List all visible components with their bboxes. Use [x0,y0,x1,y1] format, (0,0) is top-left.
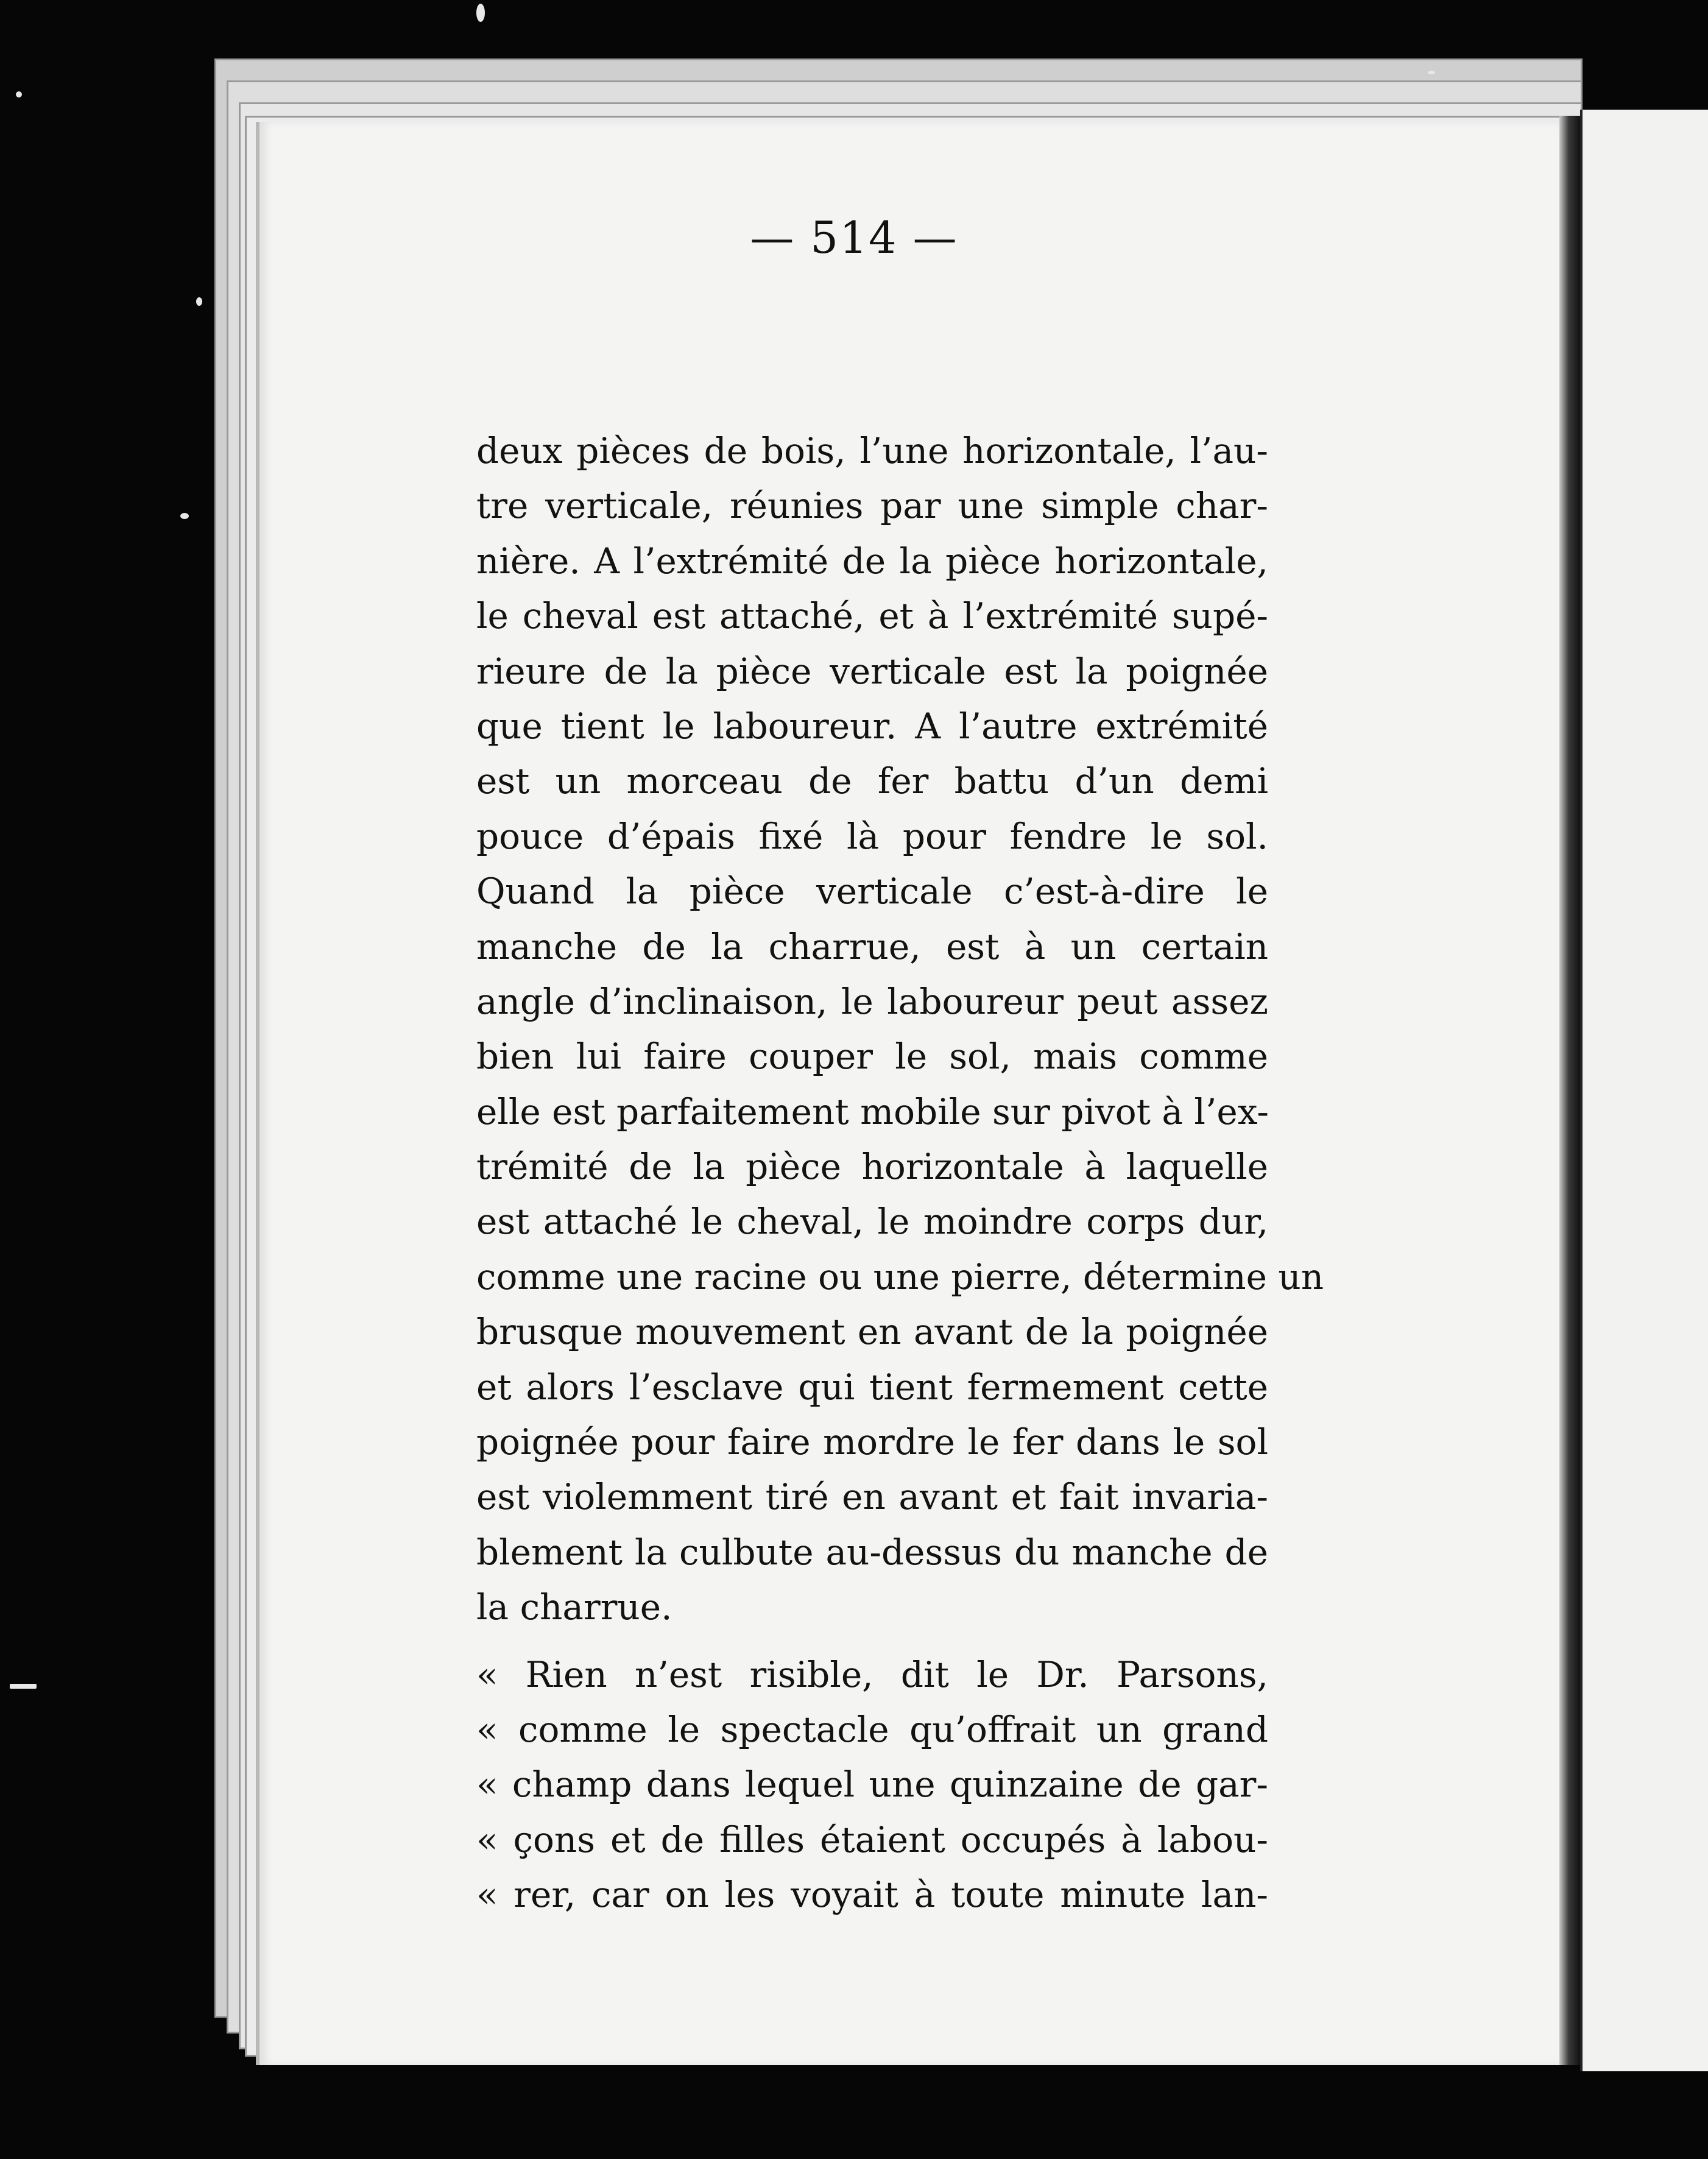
text-line: manche de la charrue, est à un certain [476,925,1268,967]
text-line: brusque mouvement en avant de la poignée [476,1311,1268,1353]
text-line: deux pièces de bois, l’une horizontale, l’au- [476,430,1268,472]
book-gutter [1559,116,1580,2065]
text-line: « champ dans lequel une quinzaine de gar- [476,1764,1268,1806]
text-line: la charrue. [476,1586,672,1628]
facing-page [1580,110,1708,2071]
text-line: comme une racine ou une pierre, détermine un [476,1256,1324,1298]
text-line: bien lui faire couper le sol, mais comme [476,1036,1268,1078]
text-line: est un morceau de fer battu d’un demi [476,760,1268,802]
text-line: « comme le spectacle qu’offrait un grand [476,1708,1268,1750]
text-line: blement la culbute au-dessus du manche de [476,1531,1268,1573]
text-line: et alors l’esclave qui tient fermement cette [476,1366,1268,1408]
text-line: « Rien n’est risible, dit le Dr. Parsons, [476,1653,1268,1695]
paragraph-gap [476,1635,1268,1647]
text-line: le cheval est attaché, et à l’extrémité supé- [476,595,1268,637]
text-line: elle est parfaitement mobile sur pivot à l’ex- [476,1090,1269,1133]
paragraph [476,1647,1268,1923]
page-number: — 514 — [750,212,958,263]
body-text [476,423,1324,1923]
text-line: « çons et de filles étaient occupés à labou- [476,1818,1268,1860]
text-line: rieure de la pièce verticale est la poignée [476,650,1268,692]
text-line: pouce d’épais fixé là pour fendre le sol. [476,815,1268,857]
text-line: tre verticale, réunies par une simple char- [476,485,1268,527]
text-line: Quand la pièce verticale c’est-à-dire le [476,871,1268,913]
text-line: nière. A l’extrémité de la pièce horizontale, [476,540,1268,582]
paragraph [476,423,1324,1635]
text-line: poignée pour faire mordre le fer dans le sol [476,1421,1268,1463]
text-line: angle d’inclinaison, le laboureur peut assez [476,980,1268,1022]
text-line: « rer, car on les voyait à toute minute lan- [476,1874,1268,1916]
text-line: que tient le laboureur. A l’autre extrémité [476,705,1268,747]
text-line: est violemment tiré en avant et fait invaria- [476,1476,1268,1518]
text-line: trémité de la pièce horizontale à laquelle [476,1146,1268,1188]
text-line: est attaché le cheval, le moindre corps dur, [476,1201,1268,1243]
